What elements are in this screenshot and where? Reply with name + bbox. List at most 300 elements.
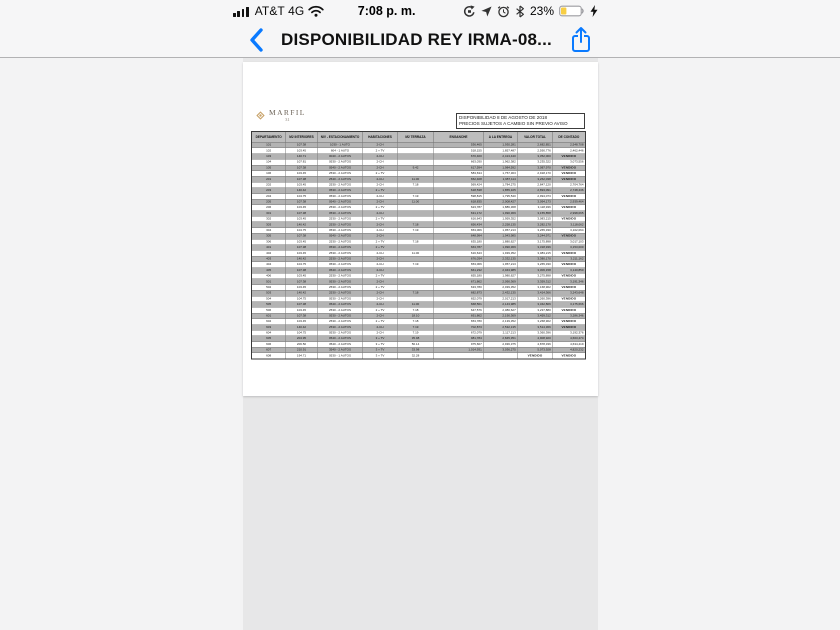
table-cell: 653,066 xyxy=(434,228,484,234)
table-cell: 406 xyxy=(252,273,286,279)
table-cell: 1,880,627 xyxy=(484,239,518,245)
table-cell: 301 xyxy=(252,211,286,217)
table-cell: 2 + TV xyxy=(363,216,398,222)
table-cell: 104.75 xyxy=(286,194,318,200)
table-cell: 1030 - 1 AUTO xyxy=(318,142,363,148)
table-cell: 3 + TV xyxy=(363,347,398,353)
table-cell: 4,878,336 xyxy=(518,342,553,348)
table-cell: 3,282,170 xyxy=(518,222,553,228)
table-cell: VENDIDO xyxy=(553,154,586,160)
table-cell: 3,140,850 xyxy=(553,268,586,274)
table-cell: 0540 - 2 AUTOS xyxy=(318,268,363,274)
table-cell: 3,359,312 xyxy=(518,279,553,285)
table-cell: 7.19 xyxy=(398,194,434,200)
table-header-cell: NIV - ESTACIONAMIENTO xyxy=(318,132,363,143)
table-cell: 140.42 xyxy=(286,325,318,331)
brand-logo xyxy=(255,109,306,122)
table-cell: 3,268,902 xyxy=(518,319,553,325)
table-cell: 3,191,346 xyxy=(553,279,586,285)
table-cell: 3,168,902 xyxy=(518,285,553,291)
table-cell: 2,139,352 xyxy=(484,319,518,325)
table-cell: VENDIDO xyxy=(518,353,553,359)
table-cell: 653,066 xyxy=(434,262,484,268)
table-cell: 1,990,369 xyxy=(484,245,518,251)
table-cell: 104.75 xyxy=(286,296,318,302)
table-cell: 668,561 xyxy=(434,302,484,308)
table-cell: 604 - 1 AUTO xyxy=(318,148,363,154)
table-cell: 7.18 xyxy=(398,222,434,228)
table-cell: 104.75 xyxy=(286,228,318,234)
table-cell: 2-CH xyxy=(363,233,398,239)
table-cell: 32.28 xyxy=(398,353,434,359)
table-cell: 3,153,000 xyxy=(553,245,586,251)
table-cell: VENDIDO xyxy=(553,296,586,302)
table-cell: 1,980,627 xyxy=(484,273,518,279)
table-cell: 655,180 xyxy=(434,273,484,279)
table-cell: 11.00 xyxy=(398,302,434,308)
table-cell: 2-CH xyxy=(363,256,398,262)
table-header-cell: DE CONTADO xyxy=(553,132,586,143)
table-cell: 3,094,173 xyxy=(518,199,553,205)
table-cell: 0530 - 2 AUTOS xyxy=(318,313,363,319)
table-cell: 2-CH xyxy=(363,199,398,205)
alarm-clock-icon xyxy=(497,5,510,18)
table-cell: 3,514,366 xyxy=(518,325,553,331)
table-cell: 2530 - 2 AUTOS xyxy=(318,239,363,245)
notice-line1: DISPONIBILIDAD 8 DE AGOSTO DE 2018 xyxy=(459,115,547,120)
table-cell: 2-CH xyxy=(363,325,398,331)
table-cell: 140.71 xyxy=(286,154,318,160)
table-cell: 604 xyxy=(252,330,286,336)
table-cell: 7.19 xyxy=(398,325,434,331)
table-cell: 608 xyxy=(252,353,286,359)
table-cell: 2,748,436 xyxy=(553,188,586,194)
table-cell: 204.95 xyxy=(286,336,318,342)
table-cell: 3,118,936 xyxy=(518,205,553,211)
table-cell: 2,548,708 xyxy=(553,142,586,148)
table-cell: 401 xyxy=(252,245,286,251)
share-button[interactable] xyxy=(564,24,598,56)
table-header-cell: M2 INTERIORES xyxy=(286,132,318,143)
table-cell: 663,787 xyxy=(434,245,484,251)
table-cell: VENDIDO xyxy=(553,165,586,171)
table-cell: 602 xyxy=(252,319,286,325)
table-cell: 671,862 xyxy=(434,279,484,285)
table-cell: 2,080,627 xyxy=(484,307,518,313)
table-cell: 3 + TV xyxy=(363,353,398,359)
table-cell: 103.45 xyxy=(286,216,318,222)
table-cell: 0530 - 2 AUTOS xyxy=(318,159,363,165)
table-cell: 7.18 xyxy=(398,319,434,325)
table-cell: 2,532,135 xyxy=(484,325,518,331)
table-cell: 2,017,213 xyxy=(484,296,518,302)
table-cell: 9.42 xyxy=(398,165,434,171)
table-cell: 3,260,396 xyxy=(518,296,553,302)
notice-box xyxy=(456,113,585,129)
table-cell: 3,414,366 xyxy=(518,290,553,296)
table-cell: 2,413,440 xyxy=(484,154,518,160)
table-cell: 3,306,158 xyxy=(518,268,553,274)
table-cell: 605 xyxy=(252,336,286,342)
table-cell: 633,780 xyxy=(434,285,484,291)
table-cell: 103.45 xyxy=(286,239,318,245)
table-cell: 2-CH xyxy=(363,290,398,296)
table-cell: 1,857,487 xyxy=(484,148,518,154)
table-cell: 1,939,352 xyxy=(484,250,518,256)
table-cell: 107.38 xyxy=(286,165,318,171)
table-cell: 0530 - 2 AUTOS xyxy=(318,188,363,194)
table-cell: 505 xyxy=(252,302,286,308)
table-cell: 402 xyxy=(252,250,286,256)
table-cell: 18.10 xyxy=(398,313,434,319)
table-header-cell: HABITACIONES xyxy=(363,132,398,143)
table-cell: 2-CH xyxy=(363,182,398,188)
table-cell: 702,873 xyxy=(434,325,484,331)
table-cell: 536,465 xyxy=(434,142,484,148)
table-cell: 3,286,346 xyxy=(553,313,586,319)
table-cell: 210.91 xyxy=(286,347,318,353)
table-cell: 1,795,540 xyxy=(484,194,518,200)
table-cell: 2 + TV xyxy=(363,307,398,313)
table-cell: VENDIDO xyxy=(553,307,586,313)
table-cell: VENDIDO xyxy=(553,233,586,239)
table-cell: 2530 - 2 AUTOS xyxy=(318,285,363,291)
table-cell: VENDIDO xyxy=(553,171,586,177)
table-cell: VENDIDO xyxy=(553,205,586,211)
table-cell: 107.38 xyxy=(286,268,318,274)
table-cell: 3,118,062 xyxy=(553,222,586,228)
table-cell: 2530 - 2 AUTOS xyxy=(318,171,363,177)
table-cell: 3,211,162 xyxy=(553,256,586,262)
table-cell: 618,835 xyxy=(434,199,484,205)
table-cell: 2530 - 2 AUTOS xyxy=(318,325,363,331)
table-cell: 3,342,806 xyxy=(518,302,553,308)
table-cell: 2,008,427 xyxy=(484,199,518,205)
table-cell: 1,886,368 xyxy=(484,205,518,211)
table-cell: 635,180 xyxy=(434,239,484,245)
document-viewer[interactable] xyxy=(243,58,598,630)
battery-icon xyxy=(559,5,585,17)
spreadsheet-area xyxy=(251,131,585,359)
table-cell: 3,318,936 xyxy=(518,245,553,251)
table-cell: 1,957,213 xyxy=(484,228,518,234)
table-cell: 518,155 xyxy=(434,148,484,154)
table-cell: 1,987,114 xyxy=(484,176,518,182)
table-cell: 3 + TV xyxy=(363,342,398,348)
table-cell: 7.18 xyxy=(398,239,434,245)
table-cell: 2-CH xyxy=(363,313,398,319)
table-header-cell: M2 TERRAZA xyxy=(398,132,434,143)
table-cell: 103.45 xyxy=(286,182,318,188)
table-cell: 4,820,232 xyxy=(553,347,586,353)
table-cell: 623,787 xyxy=(434,205,484,211)
table-cell: 0540 - 2 AUTOS xyxy=(318,302,363,308)
table-cell: 504 xyxy=(252,296,286,302)
table-cell: 103.45 xyxy=(286,273,318,279)
table-cell: 981,784 xyxy=(434,336,484,342)
table-cell: 2530 - 2 AUTOS xyxy=(318,319,363,325)
document-page xyxy=(243,62,598,396)
table-cell: 3,192,376 xyxy=(553,330,586,336)
table-cell: 2 + TV xyxy=(363,205,398,211)
table-cell: 1,930,281 xyxy=(484,142,518,148)
table-cell: 0530 - 2 AUTOS xyxy=(318,279,363,285)
table-cell: 2,590,776 xyxy=(518,148,553,154)
table-cell: 104.75 xyxy=(286,262,318,268)
table-cell: 569,424 xyxy=(434,182,484,188)
table-cell: 2,462,446 xyxy=(553,148,586,154)
table-cell: 652,079 xyxy=(434,296,484,302)
table-cell: 103.45 xyxy=(286,307,318,313)
table-body xyxy=(252,142,586,359)
table-cell: 1,757,303 xyxy=(484,171,518,177)
table-cell: 3,237,880 xyxy=(518,307,553,313)
table-cell: 2,893,091 xyxy=(518,188,553,194)
table-cell: 140.42 xyxy=(286,188,318,194)
table-cell: 501 xyxy=(252,279,286,285)
table-cell: 107.38 xyxy=(286,211,318,217)
table-cell: 405 xyxy=(252,268,286,274)
table-cell: 0530 - 2 AUTOS xyxy=(318,194,363,200)
table-cell: 3,073,556 xyxy=(553,159,586,165)
table-cell: 603 xyxy=(252,325,286,331)
table-cell: 305 xyxy=(252,233,286,239)
document-title: DISPONIBILIDAD REY IRMA-08... xyxy=(281,29,552,49)
table-cell: VENDIDO xyxy=(553,353,586,359)
table-cell: 404 xyxy=(252,262,286,268)
table-cell: 3,262,038 xyxy=(518,176,553,182)
table-cell: 2-CH xyxy=(363,194,398,200)
table-cell: 1,855,105 xyxy=(484,188,518,194)
bluetooth-icon xyxy=(515,5,525,18)
location-arrow-icon xyxy=(481,6,492,17)
table-cell: 2,117,213 xyxy=(484,330,518,336)
table-cell: 3,102,064 xyxy=(553,228,586,234)
spreadsheet-table xyxy=(251,131,586,359)
table-cell: 205 xyxy=(252,199,286,205)
table-cell: 676,034 xyxy=(434,256,484,262)
table-cell: 2530 - 2 AUTOS xyxy=(318,216,363,222)
table-cell: 201 xyxy=(252,176,286,182)
table-cell: 601 xyxy=(252,313,286,319)
table-row xyxy=(252,353,586,359)
table-cell: 103.45 xyxy=(286,205,318,211)
brand-ornament-icon xyxy=(255,110,266,121)
table-cell: 3,087,970 xyxy=(518,165,553,171)
table-cell: 2 + TV xyxy=(363,319,398,325)
table-cell: 607 xyxy=(252,347,286,353)
table-cell: 1,784,275 xyxy=(484,182,518,188)
table-cell: 2 + TV xyxy=(363,148,398,154)
table-cell: 4,663,474 xyxy=(553,336,586,342)
table-cell: VENDIDO xyxy=(553,262,586,268)
table-cell: 1,990,369 xyxy=(484,211,518,217)
table-cell: 2 + TV xyxy=(363,171,398,177)
table-cell: 3,155,858 xyxy=(518,211,553,217)
table-cell: 2,936,375 xyxy=(484,342,518,348)
table-cell: 33.98 xyxy=(398,347,434,353)
status-left xyxy=(233,4,324,18)
table-cell: 3,244,971 xyxy=(518,233,553,239)
table-cell: VENDIDO xyxy=(553,319,586,325)
table-cell: 2-CH xyxy=(363,228,398,234)
table-cell: 672,079 xyxy=(434,330,484,336)
table-cell: 3 + TV xyxy=(363,336,398,342)
table-cell: 2,039,352 xyxy=(484,285,518,291)
table-cell: 1,014,931 xyxy=(434,347,484,353)
table-cell: 7.18 xyxy=(398,307,434,313)
table-cell: 2-CH xyxy=(363,262,398,268)
battery-percent-label: 23% xyxy=(529,4,554,18)
table-cell: 0540 - 2 AUTOS xyxy=(318,233,363,239)
table-cell: 3,265,330 xyxy=(518,228,553,234)
table-cell: 140.42 xyxy=(286,290,318,296)
table-cell: 0530 - 2 AUTOS xyxy=(318,228,363,234)
table-cell: 0540 - 2 AUTOS xyxy=(318,336,363,342)
table-cell: 2,043,985 xyxy=(484,268,518,274)
table-cell: 2,918,170 xyxy=(518,171,553,177)
table-cell: 206.50 xyxy=(286,342,318,348)
table-cell xyxy=(484,353,518,359)
table-cell: 106 xyxy=(252,171,286,177)
table-cell: 103.45 xyxy=(286,319,318,325)
table-cell: 0530 - 2 AUTOS xyxy=(318,245,363,251)
table-cell: 101 xyxy=(252,142,286,148)
table-cell: 3,036,275 xyxy=(484,347,518,353)
back-button[interactable] xyxy=(243,25,269,55)
table-cell: 2-CH xyxy=(363,211,398,217)
table-cell: VENDIDO xyxy=(553,194,586,200)
table-cell: 3,275,898 xyxy=(518,273,553,279)
table-cell: 103.45 xyxy=(286,171,318,177)
table-cell: 2-CH xyxy=(363,154,398,160)
table-cell: 7.19 xyxy=(398,330,434,336)
table-cell: 107.38 xyxy=(286,313,318,319)
table-cell: 107.38 xyxy=(286,302,318,308)
table-cell: 107.81 xyxy=(286,159,318,165)
table-cell: 4,908,920 xyxy=(518,336,553,342)
table-cell: 140.42 xyxy=(286,222,318,228)
table-cell: 616,643 xyxy=(434,250,484,256)
table-cell: 3,352,000 xyxy=(518,154,553,160)
table-cell: 0540 - 2 AUTOS xyxy=(318,165,363,171)
table-cell: 7.18 xyxy=(398,290,434,296)
table-cell: 2 + TV xyxy=(363,188,398,194)
table-cell: VENDIDO xyxy=(553,176,586,182)
table-cell: 0530 - 2 AUTOS xyxy=(318,330,363,336)
table-cell: 3,380,170 xyxy=(518,256,553,262)
table-cell: 403 xyxy=(252,256,286,262)
table-cell: 682,873 xyxy=(434,290,484,296)
table-cell: 3540 - 2 AUTOS xyxy=(318,342,363,348)
table-cell: 203 xyxy=(252,188,286,194)
table-cell: 7.18 xyxy=(398,182,434,188)
table-cell: 103.45 xyxy=(286,250,318,256)
table-cell: 2-CH xyxy=(363,165,398,171)
nav-strip xyxy=(243,22,598,57)
table-cell: 663,030 xyxy=(434,159,484,165)
table-cell: 4,634,419 xyxy=(553,342,586,348)
table-cell: 103.45 xyxy=(286,285,318,291)
table-cell: 107.38 xyxy=(286,279,318,285)
table-cell: 3,083,215 xyxy=(518,216,553,222)
table-cell: 656,434 xyxy=(434,222,484,228)
table-cell: 1,959,352 xyxy=(484,216,518,222)
table-cell: 107.38 xyxy=(286,142,318,148)
table-cell: 631,172 xyxy=(434,211,484,217)
table-cell: 606 xyxy=(252,342,286,348)
table-cell: 647,576 xyxy=(434,307,484,313)
table-cell: 2,190,369 xyxy=(484,313,518,319)
table-cell: 975,667 xyxy=(434,342,484,348)
table-cell: 653,780 xyxy=(434,319,484,325)
table-cell: 140.42 xyxy=(286,256,318,262)
table-cell: 103.45 xyxy=(286,148,318,154)
table-cell: 2530 - 2 AUTOS xyxy=(318,250,363,256)
table-cell: 1,957,213 xyxy=(484,262,518,268)
table-cell: 691,862 xyxy=(434,313,484,319)
table-cell: 2530 - 2 AUTOS xyxy=(318,205,363,211)
table-cell: 652,408 xyxy=(434,176,484,182)
table-cell: VENDIDO xyxy=(553,325,586,331)
brand-sub: 31 xyxy=(285,116,290,122)
table-cell: 2,994,073 xyxy=(518,194,553,200)
table-cell: 7.19 xyxy=(398,262,434,268)
table-cell: 2-CH xyxy=(363,142,398,148)
table-cell: 35.98 xyxy=(398,336,434,342)
table-cell: VENDIDO xyxy=(553,285,586,291)
table-cell: 107.38 xyxy=(286,233,318,239)
table-cell: 2-CH xyxy=(363,302,398,308)
table-cell: 2530 - 2 AUTOS xyxy=(318,307,363,313)
table-cell: 2-CH xyxy=(363,330,398,336)
table-cell: 3,265,330 xyxy=(518,262,553,268)
table-cell: 306 xyxy=(252,239,286,245)
table-cell: 2-CH xyxy=(363,268,398,274)
table-cell: 0530 - 2 AUTOS xyxy=(318,211,363,217)
clock-label: 7:08 p. m. xyxy=(357,4,416,18)
table-cell: 502 xyxy=(252,285,286,291)
table-cell: 1,962,382 xyxy=(484,159,518,165)
table-cell: 2,090,369 xyxy=(484,279,518,285)
table-cell: 2 + TV xyxy=(363,285,398,291)
table-header-cell: ENGANCHE xyxy=(434,132,484,143)
table-cell: 2-CH xyxy=(363,279,398,285)
table-cell: VENDIDO xyxy=(553,273,586,279)
table-cell: 11.00 xyxy=(398,250,434,256)
status-strip xyxy=(233,0,598,22)
table-cell: 3,235,322 xyxy=(518,159,553,165)
carrier-label: AT&T 4G xyxy=(254,4,305,18)
table-cell: 107.38 xyxy=(286,199,318,205)
table-cell: 2540 - 2 AUTOS xyxy=(318,176,363,182)
table-cell: 1,943,985 xyxy=(484,233,518,239)
table-cell: 503 xyxy=(252,290,286,296)
table-cell: 0530 - 1 AUTOS xyxy=(318,353,363,359)
table-cell: 206 xyxy=(252,205,286,211)
table-cell: 648,994 xyxy=(434,233,484,239)
brand-name: MARFIL xyxy=(269,108,306,117)
table-cell: 1,984,592 xyxy=(484,165,518,171)
table-cell: 302 xyxy=(252,216,286,222)
orientation-lock-icon xyxy=(463,5,476,18)
table-cell: 2,939,464 xyxy=(553,199,586,205)
table-header-cell: VALOR TOTAL xyxy=(518,132,553,143)
table-cell: 661,232 xyxy=(434,268,484,274)
table-cell: 2530 - 2 AUTOS xyxy=(318,256,363,262)
signal-strength-icon xyxy=(233,6,249,17)
table-cell: 107.38 xyxy=(286,176,318,182)
